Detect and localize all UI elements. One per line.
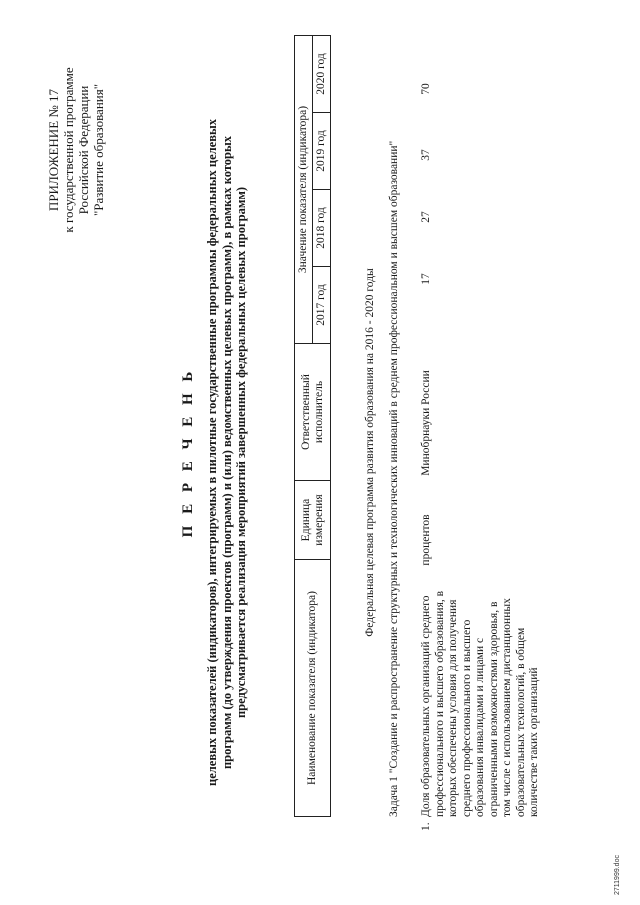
- appendix-number: ПРИЛОЖЕНИЕ № 17: [46, 88, 61, 212]
- task-caption: Задача 1 "Создание и распространение структурных и технологических инноваций в среднем профессиональном и высшем образовании": [388, 140, 400, 817]
- file-code: 2711999.doc: [614, 855, 621, 895]
- row-number: 1.: [420, 822, 432, 831]
- col-header-value: Значение показателя (индикатора): [295, 36, 313, 344]
- col-header-year: 2018 год: [313, 190, 331, 267]
- indicator-table-header: [294, 35, 331, 817]
- appendix-header: [46, 35, 106, 265]
- col-header-executor: Ответственный исполнитель: [295, 344, 331, 481]
- row-value-2020: 70: [420, 83, 432, 95]
- row-value-2017: 17: [420, 273, 432, 285]
- col-header-unit: Единица измерения: [295, 481, 331, 560]
- col-header-year: 2019 год: [313, 113, 331, 190]
- appendix-line: Российской Федерации: [76, 85, 91, 215]
- col-header-name: Наименование показателя (индикатора): [295, 560, 331, 817]
- row-unit: процентов: [420, 514, 432, 566]
- appendix-line: к государственной программе: [61, 67, 76, 233]
- row-indicator-name: Доля образовательных организаций среднего профессионального и высшего образования, в которых обеспечены условия для получения среднего профессионального и высшего образования инвалидами и лицами с ограниченными возможностями здоровья, в том числе с использованием дистанционных образовательных технологий, в общем количестве таких организаций: [420, 590, 540, 817]
- title-line: предусматривается реализация мероприятий завершенных федеральных целевых программ): [234, 186, 248, 719]
- col-header-year: 2020 год: [313, 36, 331, 113]
- row-executor: Минобрнауки России: [420, 370, 432, 476]
- document-title: [180, 60, 249, 845]
- row-value-2019: 37: [420, 149, 432, 161]
- title-line: целевых показателей (индикаторов), интегрируемых в пилотные государственные программы федеральных целевых: [205, 119, 219, 786]
- col-header-year: 2017 год: [313, 267, 331, 344]
- row-value-2018: 27: [420, 211, 432, 223]
- program-caption: Федеральная целевая программа развития образования на 2016 - 2020 годы: [364, 268, 376, 637]
- appendix-line: "Развитие образования": [91, 83, 106, 217]
- title-heading: П Е Р Е Ч Е Н Ь: [180, 367, 196, 538]
- title-line: программ (до утверждения проектов (программ) и (или) ведомственных целевых программ), в рамках которых: [219, 135, 234, 770]
